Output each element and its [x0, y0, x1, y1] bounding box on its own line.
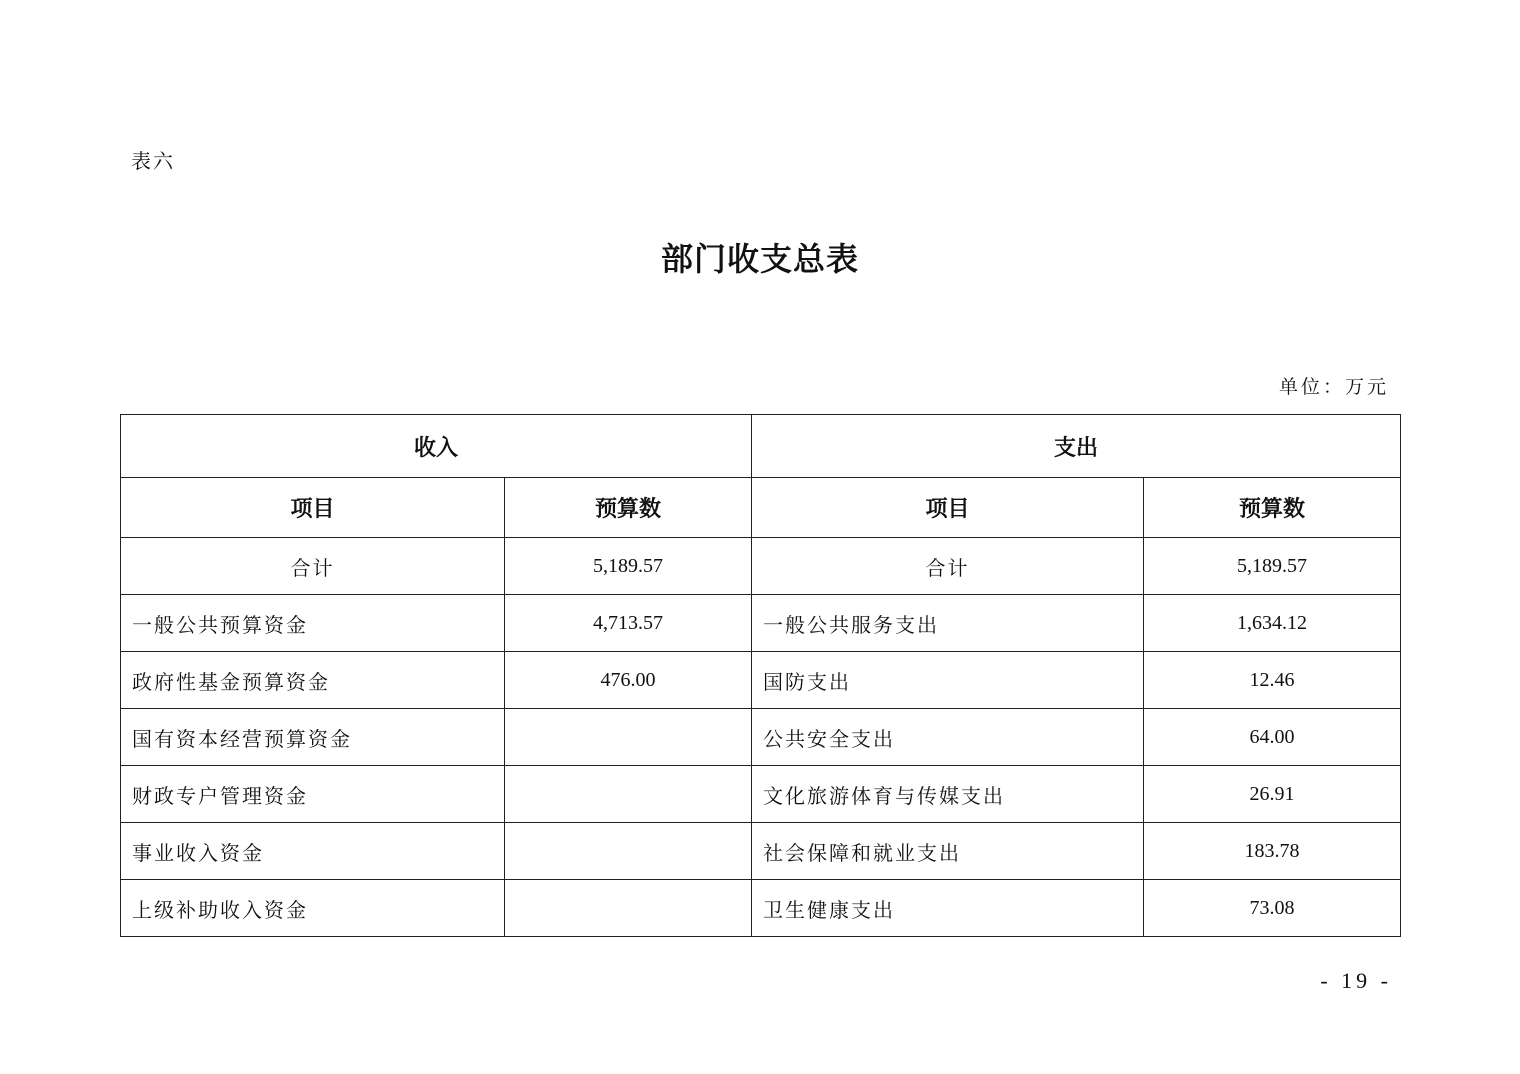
- table-row: [121, 880, 1401, 937]
- income-group-header: 收入: [121, 415, 752, 478]
- income-value-cell: [505, 766, 752, 823]
- expense-value-cell: 1,634.12: [1144, 595, 1401, 652]
- income-value-cell: 4,713.57: [505, 595, 752, 652]
- table-row: [121, 823, 1401, 880]
- expense-item-cell: 公共安全支出: [752, 709, 1144, 766]
- income-item-column-header: 项目: [121, 478, 505, 538]
- expense-item-cell: 一般公共服务支出: [752, 595, 1144, 652]
- expense-value-cell: 26.91: [1144, 766, 1401, 823]
- page-number: - 19 -: [1320, 968, 1392, 993]
- expense-budget-column-header: 预算数: [1144, 478, 1401, 538]
- income-item-cell: 财政专户管理资金: [121, 766, 505, 823]
- income-total-label: 合计: [121, 538, 505, 595]
- income-value-cell: [505, 709, 752, 766]
- income-total-value: 5,189.57: [505, 538, 752, 595]
- income-item-cell: 国有资本经营预算资金: [121, 709, 505, 766]
- expense-group-header: 支出: [752, 415, 1401, 478]
- table-number-label: 表六: [131, 149, 175, 173]
- group-header-row: [121, 415, 1401, 478]
- table-row: [121, 766, 1401, 823]
- expense-item-column-header: 项目: [752, 478, 1144, 538]
- table-row: [121, 709, 1401, 766]
- expense-value-cell: 183.78: [1144, 823, 1401, 880]
- expense-value-cell: 12.46: [1144, 652, 1401, 709]
- expense-value-cell: 64.00: [1144, 709, 1401, 766]
- income-item-cell: 上级补助收入资金: [121, 880, 505, 937]
- table-row: [121, 652, 1401, 709]
- expense-value-cell: 73.08: [1144, 880, 1401, 937]
- income-budget-column-header: 预算数: [505, 478, 752, 538]
- document-title: 部门收支总表: [660, 240, 859, 278]
- expense-total-label: 合计: [752, 538, 1144, 595]
- column-header-row: [121, 478, 1401, 538]
- budget-summary-table: [120, 414, 1401, 937]
- table-row: [121, 595, 1401, 652]
- income-item-cell: 一般公共预算资金: [121, 595, 505, 652]
- income-item-cell: 事业收入资金: [121, 823, 505, 880]
- income-value-cell: 476.00: [505, 652, 752, 709]
- expense-item-cell: 社会保障和就业支出: [752, 823, 1144, 880]
- expense-item-cell: 卫生健康支出: [752, 880, 1144, 937]
- total-row: [121, 538, 1401, 595]
- expense-total-value: 5,189.57: [1144, 538, 1401, 595]
- expense-item-cell: 文化旅游体育与传媒支出: [752, 766, 1144, 823]
- income-item-cell: 政府性基金预算资金: [121, 652, 505, 709]
- unit-label: 单位：万元: [1278, 376, 1389, 398]
- income-value-cell: [505, 823, 752, 880]
- income-value-cell: [505, 880, 752, 937]
- expense-item-cell: 国防支出: [752, 652, 1144, 709]
